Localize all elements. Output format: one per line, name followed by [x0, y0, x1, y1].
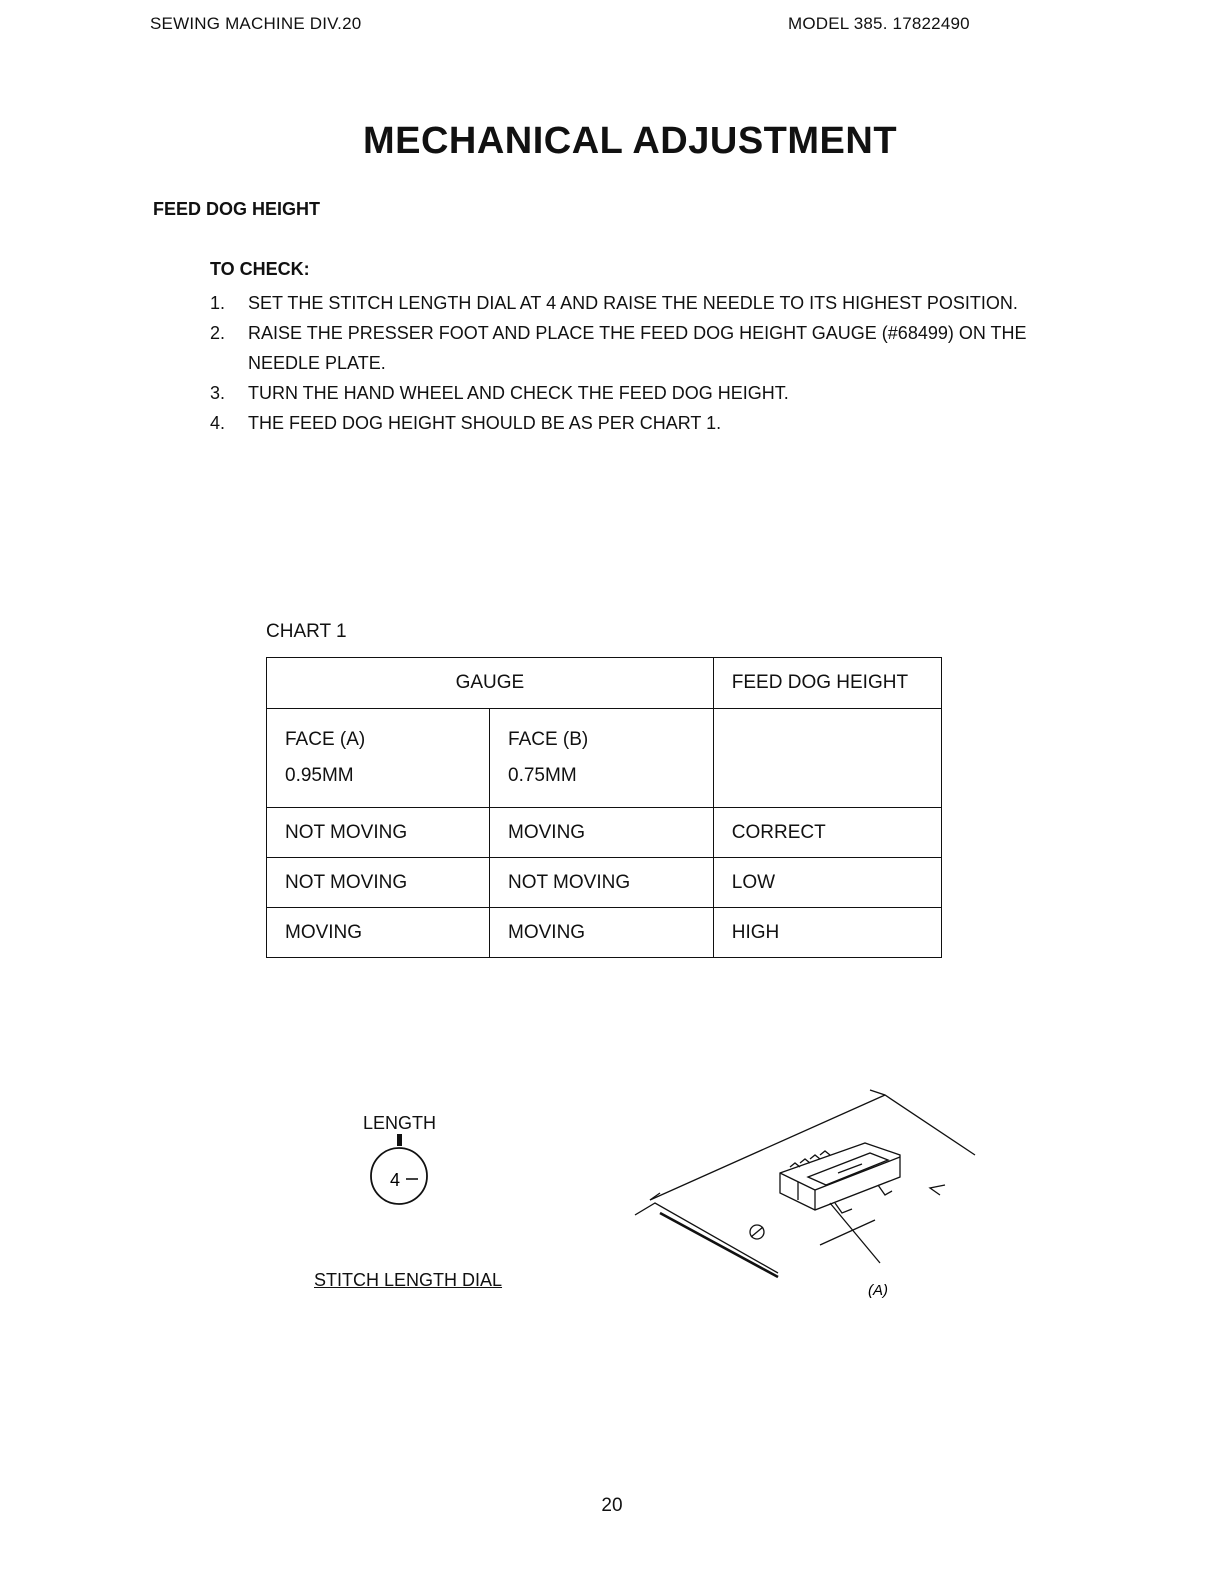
page-number: 20 [601, 1495, 623, 1516]
dial-value: 4 [389, 1170, 400, 1190]
header-gauge: GAUGE [267, 658, 714, 709]
dial-caption: STITCH LENGTH DIAL [314, 1270, 503, 1290]
step-item [210, 408, 1090, 438]
face-b-cell [490, 709, 714, 808]
cell-face-a: NOT MOVING [267, 808, 490, 858]
face-b-value: 0.75MM [508, 765, 577, 786]
table-row [267, 858, 942, 908]
step-number: 3. [210, 383, 226, 403]
page-title: MECHANICAL ADJUSTMENT [362, 120, 898, 162]
check-heading: TO CHECK: [210, 259, 310, 279]
step-text: TURN THE HAND WHEEL AND CHECK THE FEED DOG HEIGHT. [248, 383, 789, 403]
cell-height: HIGH [713, 908, 941, 958]
cell-height: CORRECT [713, 808, 941, 858]
step-number: 1. [210, 293, 226, 313]
step-text: RAISE THE PRESSER FOOT AND PLACE THE FEED DOG HEIGHT GAUGE (#68499) ON THE NEEDLE PLATE. [248, 323, 1027, 373]
cell-face-a: MOVING [267, 908, 490, 958]
step-item [210, 318, 1090, 378]
table-row [267, 908, 942, 958]
header-feed-dog-height: FEED DOG HEIGHT [713, 658, 941, 709]
face-b-name: FACE (B) [508, 729, 589, 750]
step-text: SET THE STITCH LENGTH DIAL AT 4 AND RAISE THE NEEDLE TO ITS HIGHEST POSITION. [248, 293, 1018, 313]
step-item [210, 288, 1090, 318]
step-number: 4. [210, 413, 226, 433]
step-item [210, 378, 1090, 408]
cell-face-b: MOVING [490, 908, 714, 958]
step-number: 2. [210, 323, 226, 343]
callout-a: (A) [868, 1282, 888, 1299]
face-a-value: 0.95MM [285, 765, 354, 786]
dial-length-label: LENGTH [363, 1113, 437, 1133]
steps-list [210, 288, 1090, 438]
table-header-row [267, 658, 942, 709]
face-empty-cell [713, 709, 941, 808]
table-row [267, 808, 942, 858]
face-a-cell [267, 709, 490, 808]
step-text: THE FEED DOG HEIGHT SHOULD BE AS PER CHART 1. [248, 413, 722, 433]
feed-dog-chart [266, 657, 942, 958]
cell-face-b: NOT MOVING [490, 858, 714, 908]
cell-height: LOW [713, 858, 941, 908]
cell-face-a: NOT MOVING [267, 858, 490, 908]
feed-dog-gauge-illustration [630, 1085, 990, 1300]
face-row [267, 709, 942, 808]
chart-label: CHART 1 [266, 621, 347, 642]
face-a-name: FACE (A) [285, 729, 366, 750]
header-right: MODEL 385. 17822490 [788, 14, 970, 33]
section-heading: FEED DOG HEIGHT [153, 199, 321, 219]
header-left: SEWING MACHINE DIV.20 [150, 14, 362, 33]
stitch-length-dial-icon [360, 1134, 440, 1214]
cell-face-b: MOVING [490, 808, 714, 858]
